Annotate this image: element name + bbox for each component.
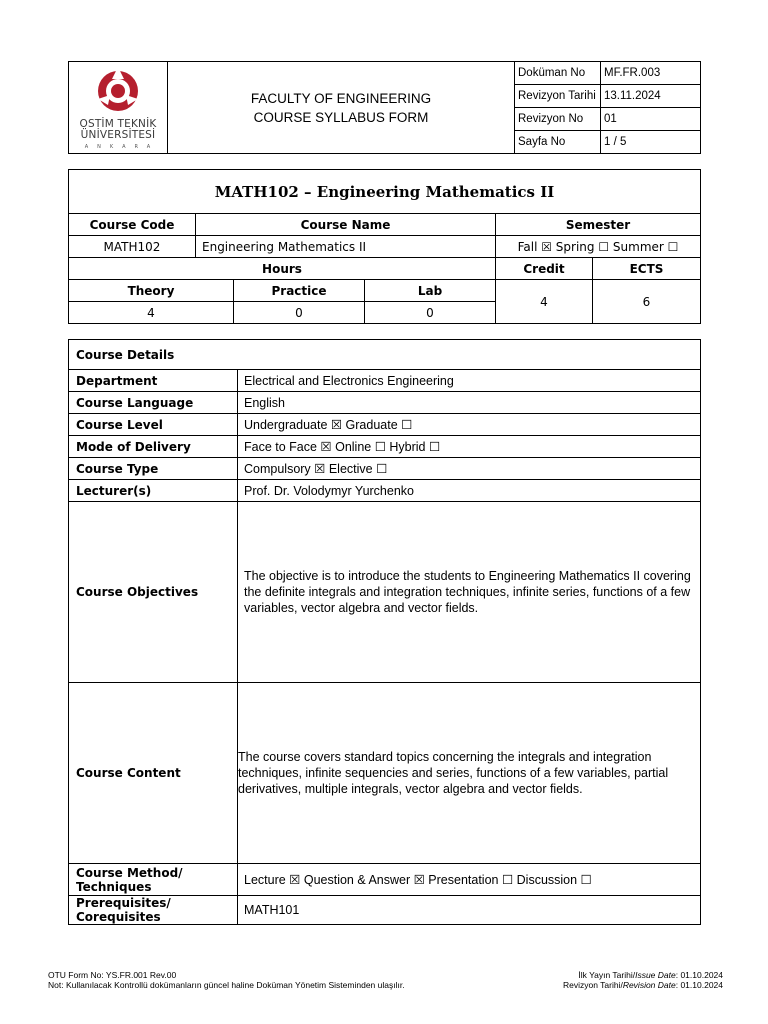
lab-value: 0 [365, 302, 496, 324]
document-header [68, 61, 701, 154]
meta-value: MF.FR.003 [601, 62, 701, 85]
meta-value: 01 [601, 108, 701, 131]
theory-header: Theory [69, 280, 234, 302]
logo-text-line1: OSTİM TEKNİK [79, 118, 157, 130]
level-label: Course Level [69, 414, 238, 436]
issue-date-line [563, 970, 723, 980]
controlled-doc-note: Not: Kullanılacak Kontrollü dokümanların güncel haline Doküman Yönetim Sisteminden ulaşılır. [48, 980, 405, 990]
revision-date-label-tr: Revizyon Tarihi/ [562, 980, 623, 990]
theory-value: 4 [69, 302, 234, 324]
revision-date-value: : 01.10.2024 [675, 980, 723, 990]
credit-value: 4 [496, 280, 593, 324]
revision-date-line [563, 980, 723, 990]
credit-header: Credit [496, 258, 593, 280]
lecturer-value: Prof. Dr. Volodymyr Yurchenko [238, 480, 701, 502]
revision-date-label-en: Revision Date [622, 980, 676, 990]
prerequisites-label: Prerequisites/ Corequisites [69, 896, 238, 925]
department-label: Department [69, 370, 238, 392]
university-logo [69, 65, 167, 150]
meta-key: Sayfa No [515, 131, 601, 154]
logo-city: ANKARA [84, 144, 160, 150]
prerequisites-value: MATH101 [238, 896, 701, 925]
language-label: Course Language [69, 392, 238, 414]
faculty-title: FACULTY OF ENGINEERING [250, 90, 432, 106]
delivery-value: Face to Face ☒ Online ☐ Hybrid ☐ [238, 436, 701, 458]
meta-key: Revizyon Tarihi [515, 85, 601, 108]
method-label: Course Method/ Techniques [69, 864, 238, 896]
semester-checkboxes: Fall ☒ Spring ☐ Summer ☐ [496, 236, 701, 258]
objectives-label: Course Objectives [69, 502, 238, 683]
footer-left [48, 970, 405, 990]
hours-header: Hours [69, 258, 496, 280]
ects-value: 6 [593, 280, 701, 324]
language-value: English [238, 392, 701, 414]
footer-right [563, 970, 723, 990]
course-details-table [68, 339, 701, 925]
form-title-cell [168, 62, 515, 154]
issue-date-label-tr: İlk Yayın Tarihi/ [578, 970, 636, 980]
university-emblem-icon [92, 65, 144, 117]
semester-header: Semester [496, 214, 701, 236]
method-value: Lecture ☒ Question & Answer ☒ Presentation ☐ Discussion ☐ [238, 864, 701, 896]
ects-header: ECTS [593, 258, 701, 280]
logo-cell [69, 62, 168, 154]
meta-value: 13.11.2024 [601, 85, 701, 108]
objectives-value: The objective is to introduce the students to Engineering Mathematics II covering the definite integrals and integration techniques, infinite series, functions of a few variables, vector algebra and vector fields. [238, 502, 701, 683]
practice-header: Practice [234, 280, 365, 302]
practice-value: 0 [234, 302, 365, 324]
course-code-header: Course Code [69, 214, 196, 236]
meta-key: Doküman No [515, 62, 601, 85]
course-details-heading: Course Details [69, 340, 701, 370]
issue-date-label-en: Issue Date [635, 970, 676, 980]
level-value: Undergraduate ☒ Graduate ☐ [238, 414, 701, 436]
course-title: MATH102 – Engineering Mathematics II [69, 170, 701, 214]
lab-header: Lab [365, 280, 496, 302]
meta-key: Revizyon No [515, 108, 601, 131]
course-code-value: MATH102 [69, 236, 196, 258]
department-value: Electrical and Electronics Engineering [238, 370, 701, 392]
form-number: OTU Form No: YS.FR.001 Rev.00 [48, 970, 177, 980]
form-title: COURSE SYLLABUS FORM [253, 109, 429, 125]
issue-date-value: : 01.10.2024 [675, 970, 723, 980]
content-label: Course Content [69, 683, 238, 864]
lecturer-label: Lecturer(s) [69, 480, 238, 502]
course-info-table [68, 169, 701, 324]
content-value: The course covers standard topics concerning the integrals and integration techniques, infinite sequencies and series, functions of a few variables, partial derivatives, multiple integrals, vector algebra and vector fields. [238, 683, 701, 864]
delivery-label: Mode of Delivery [69, 436, 238, 458]
course-type-label: Course Type [69, 458, 238, 480]
course-name-header: Course Name [196, 214, 496, 236]
logo-text-line2: ÜNİVERSİTESİ [80, 129, 156, 141]
course-type-value: Compulsory ☒ Elective ☐ [238, 458, 701, 480]
course-name-value: Engineering Mathematics II [196, 236, 496, 258]
meta-value: 1 / 5 [601, 131, 701, 154]
